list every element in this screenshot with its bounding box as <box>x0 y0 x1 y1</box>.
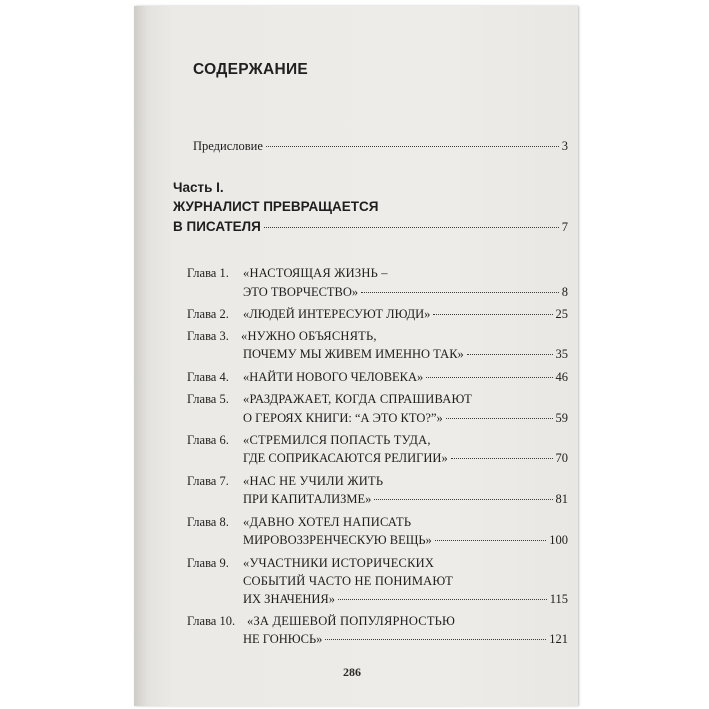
chapter-title-line: «СТРЕМИЛСЯ ПОПАСТЬ ТУДА, <box>243 433 431 447</box>
chapter-title-line: «НАС НЕ УЧИЛИ ЖИТЬ <box>243 474 384 488</box>
toc-entry-chapter <box>243 411 568 426</box>
chapter-page: 35 <box>555 347 568 361</box>
leader-dots <box>338 599 547 600</box>
toc-entry-chapter <box>243 533 568 548</box>
chapter-title-line: «НАСТОЯЩАЯ ЖИЗНЬ – <box>243 266 388 280</box>
toc-entry-part <box>173 219 568 235</box>
part-title-line-1: ЖУРНАЛИСТ ПРЕВРАЩАЕТСЯ <box>173 199 379 214</box>
leader-dots <box>467 354 553 355</box>
chapter-title-line: ЭТО ТВОРЧЕСТВО» <box>243 285 359 299</box>
chapter-label: Глава 7. <box>187 474 229 488</box>
page-title: СОДЕРЖАНИЕ <box>193 61 309 78</box>
part-title-line-2: В ПИСАТЕЛЯ <box>173 219 261 234</box>
leader-dots <box>264 227 559 228</box>
chapter-page: 70 <box>555 451 568 465</box>
chapter-page: 121 <box>549 632 568 646</box>
chapter-title-line: «РАЗДРАЖАЕТ, КОГДА СПРАШИВАЮТ <box>243 392 473 406</box>
toc-entry-preface <box>193 139 568 154</box>
chapter-label: Глава 3. <box>187 329 229 343</box>
chapter-page: 115 <box>549 592 568 606</box>
chapter-title-line: ГДЕ СОПРИКАСАЮТСЯ РЕЛИГИИ» <box>243 451 448 465</box>
chapter-page: 59 <box>555 411 568 425</box>
chapter-label: Глава 1. <box>187 266 229 280</box>
toc-entry-chapter <box>243 492 568 507</box>
leader-dots <box>446 418 553 419</box>
chapter-title-line: НЕ ГОНЮСЬ» <box>243 632 323 646</box>
chapter-title-line: ИХ ЗНАЧЕНИЯ» <box>243 592 335 606</box>
chapter-label: Глава 4. <box>187 370 229 384</box>
toc-entry-chapter <box>243 307 568 322</box>
leader-dots <box>325 639 546 640</box>
toc-entry-chapter <box>243 632 568 647</box>
chapter-label: Глава 10. <box>187 614 236 628</box>
leader-dots <box>433 314 552 315</box>
toc-entry-chapter <box>243 451 568 466</box>
chapter-page: 25 <box>555 307 568 321</box>
chapter-page: 81 <box>555 492 568 506</box>
chapter-label: Глава 8. <box>187 515 229 529</box>
chapter-label: Глава 9. <box>187 556 229 570</box>
toc-entry-chapter <box>243 347 568 362</box>
leader-dots <box>435 540 546 541</box>
leader-dots <box>266 146 559 147</box>
chapter-title-line: «ЗА ДЕШЕВОЙ ПОПУЛЯРНОСТЬЮ <box>247 614 456 628</box>
chapter-title-line: «ДАВНО ХОТЕЛ НАПИСАТЬ <box>243 515 412 529</box>
leader-dots <box>426 377 552 378</box>
chapter-title-line: ПРИ КАПИТАЛИЗМЕ» <box>243 492 372 506</box>
chapter-title-line: «НАЙТИ НОВОГО ЧЕЛОВЕКА» <box>243 370 424 384</box>
chapter-page: 8 <box>561 285 568 299</box>
leader-dots <box>361 292 559 293</box>
chapter-label: Глава 5. <box>187 392 229 406</box>
leader-dots <box>374 499 552 500</box>
chapter-title-line: СОБЫТИЙ ЧАСТО НЕ ПОНИМАЮТ <box>243 574 453 588</box>
chapter-title-line: ПОЧЕМУ МЫ ЖИВЕМ ИМЕННО ТАК» <box>243 347 464 361</box>
chapter-title-line: О ГЕРОЯХ КНИГИ: “А ЭТО КТО?”» <box>243 411 443 425</box>
chapter-page: 100 <box>549 533 568 547</box>
toc-entry-chapter <box>243 370 568 385</box>
part-label: Часть I. <box>173 180 224 195</box>
chapter-label: Глава 2. <box>187 307 229 321</box>
chapter-title-line: МИРОВОЗЗРЕНЧЕСКУЮ ВЕЩЬ» <box>243 533 432 547</box>
chapter-label: Глава 6. <box>187 433 229 447</box>
toc-entry-chapter <box>243 285 568 300</box>
leader-dots <box>451 458 553 459</box>
toc-entry-chapter <box>243 592 568 607</box>
preface-label: Предисловие <box>193 139 263 153</box>
chapter-title-line: «ЛЮДЕЙ ИНТЕРЕСУЮТ ЛЮДИ» <box>243 307 431 321</box>
page-number: 286 <box>343 665 361 679</box>
part-page: 7 <box>561 220 568 234</box>
chapter-title-line: «УЧАСТНИКИ ИСТОРИЧЕСКИХ <box>243 556 435 570</box>
preface-page: 3 <box>561 139 568 153</box>
chapter-title-line: «НУЖНО ОБЪЯСНЯТЬ, <box>241 329 377 343</box>
chapter-page: 46 <box>555 370 568 384</box>
